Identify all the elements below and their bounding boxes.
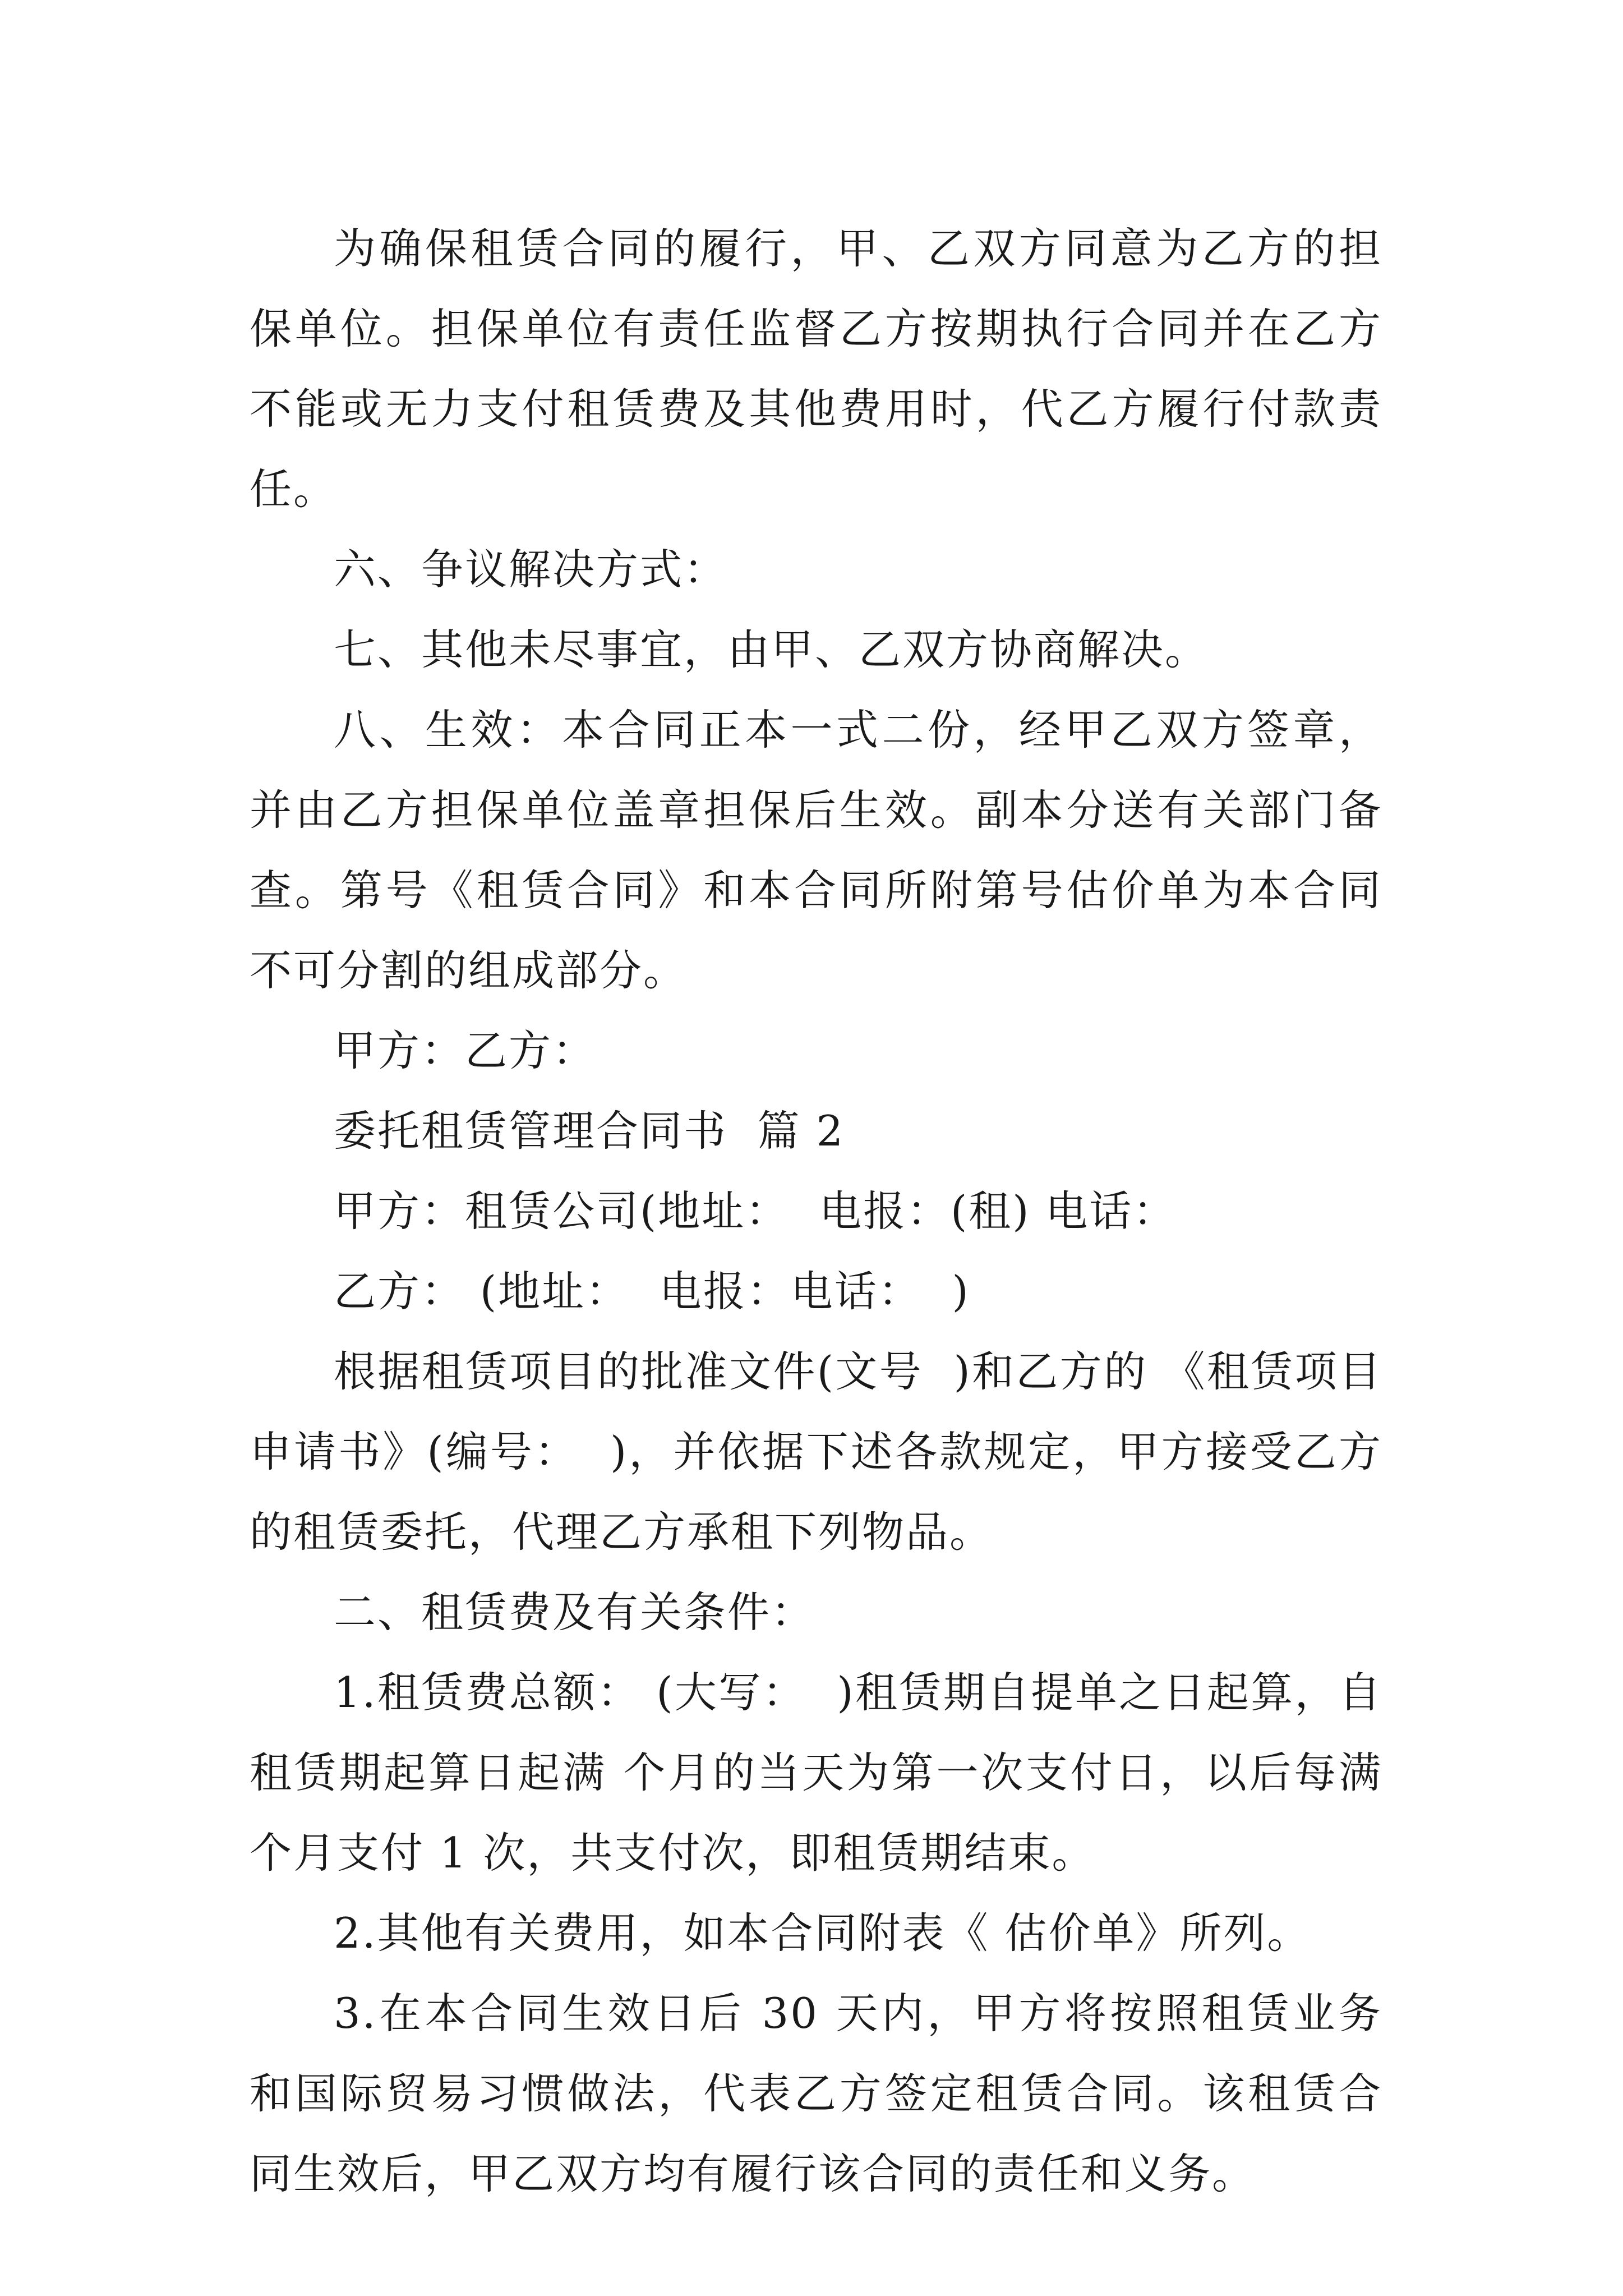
paragraph-effectiveness: 八、生效：本合同正本一式二份，经甲乙双方签章，并由乙方担保单位盖章担保后生效。副本分送有关部门备查。第号《租赁合同》和本合同所附第号估价单为本合同不可分割的组成部分。 [250,705,1382,995]
paragraph-party-a: 甲方：租赁公司(地址： 电报：(租) 电话： [334,1186,1177,1236]
paragraph-signing: 3.在本合同生效日后 30 天内，甲方将按照租赁业务和国际贸易习惯做法，代表乙方签定租赁合同。该租赁合同生效后，甲乙双方均有履行该合同的责任和义务。 [250,1989,1382,2198]
paragraph-basis: 根据租赁项目的批准文件(文号 )和乙方的 《租赁项目申请书》(编号： )，并依据下述各款规定，甲方接受乙方的租赁委托，代理乙方承租下列物品。 [250,1347,1382,1557]
paragraph-dispute-heading: 六、争议解决方式： [334,545,728,594]
section-title-part-2: 委托租赁管理合同书 篇 2 [334,1106,845,1156]
document-body [250,209,1382,2214]
paragraph-other-fees: 2.其他有关费用，如本合同附表《 估价单》所列。 [334,1908,1311,1958]
paragraph-other-matters: 七、其他未尽事宜，由甲、乙双方协商解决。 [334,625,1209,674]
paragraph-parties-signature: 甲方：乙方： [334,1026,597,1075]
paragraph-party-b: 乙方： (地址： 电报：电话： ) [334,1267,970,1316]
paragraph-fees-heading: 二、租赁费及有关条件： [334,1588,815,1637]
paragraph-guarantee: 为确保租赁合同的履行，甲、乙双方同意为乙方的担保单位。担保单位有责任监督乙方按期执行合同并在乙方不能或无力支付租赁费及其他费用时，代乙方履行付款责任。 [250,224,1382,514]
paragraph-fee-total: 1.租赁费总额： (大写： )租赁期自提单之日起算，自租赁期起算日起满 个月的当天为第一次支付日，以后每满个月支付 1 次，共支付次，即租赁期结束。 [250,1668,1382,1878]
